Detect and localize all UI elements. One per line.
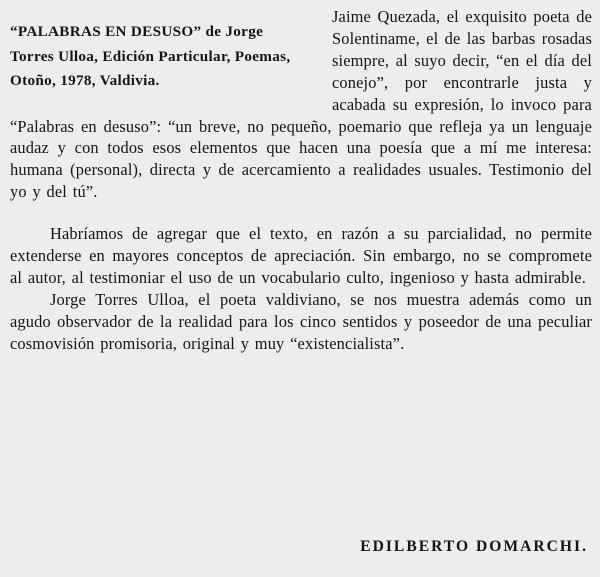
author-signature: EDILBERTO DOMARCHI.: [360, 538, 588, 555]
paragraph-1: Jaime Quezada, el exquisito poeta de Solentiname, el de las barbas rosadas siempre, al suyo decir, “en el día del conejo”, por encontrarle justa y acabada su expresión, lo invoco para “Palabras en desuso”: “un breve, no pequeño, poemario que refleja ya un lenguaje audaz y con todos esos elementos que hacen una poesía que a mí me interesa: humana (personal), directa y de acercamiento a realidades usuales. Testimonio del yo y del tú”.: [10, 7, 592, 202]
paragraph-3: Jorge Torres Ulloa, el poeta valdiviano, se nos muestra además como un agudo observador de la realidad para los cinco sentidos y poseedor de una peculiar cosmovisión promisoria, original y muy “existencialista”.: [10, 289, 592, 353]
book-heading: “PALABRAS EN DESUSO” de Jorge Torres Ulloa, Edición Particular, Poemas, Otoño, 1978, Valdivia.: [10, 23, 291, 89]
paragraph-2: Habríamos de agregar que el texto, en razón a su parcialidad, no permite extenderse en mayores conceptos de apreciación. Sin embargo, no se compromete al autor, al testimoniar el uso de un vocabulario culto, ingenioso y hasta admirable.: [10, 224, 592, 287]
